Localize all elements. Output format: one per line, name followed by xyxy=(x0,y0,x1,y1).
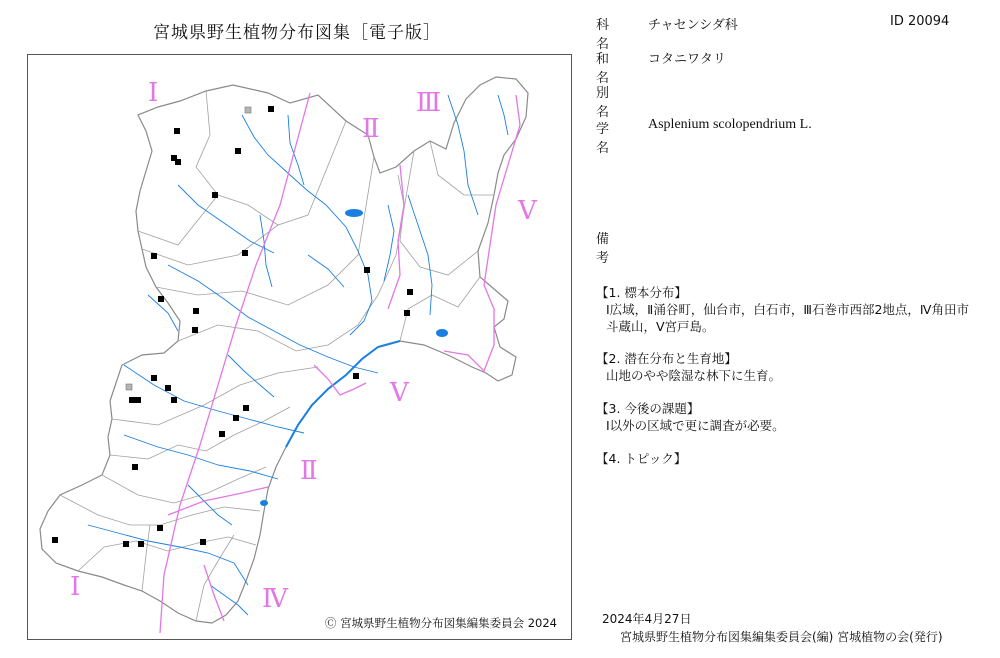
marker xyxy=(174,128,180,134)
marker xyxy=(243,405,249,411)
marker xyxy=(157,525,163,531)
section-body: Ⅰ広域，Ⅱ涌谷町，仙台市，白石市，Ⅲ石巻市西部2地点，Ⅳ角田市 斗蔵山，Ⅴ宮戸島。 xyxy=(606,302,969,334)
marker xyxy=(175,159,181,165)
lake xyxy=(345,209,363,217)
page-title: 宮城県野生植物分布図集［電子版］ xyxy=(153,23,441,43)
marker xyxy=(165,385,171,391)
section-heading: 【4. トピック】 xyxy=(596,451,687,466)
field-label-family: 科 名 xyxy=(596,18,622,52)
region-label: Ⅱ xyxy=(362,114,380,143)
marker xyxy=(242,250,248,256)
marker xyxy=(192,327,198,333)
prefecture-outline xyxy=(40,77,528,623)
publication-date: 2024年4月27日 xyxy=(602,612,692,626)
lake xyxy=(260,500,268,506)
distribution-map xyxy=(27,54,572,640)
section-body: Ⅰ以外の区域で更に調査が必要。 xyxy=(606,418,785,433)
field-label-scientific-name: 学 名 xyxy=(596,122,622,156)
region-label: Ⅰ xyxy=(148,78,159,107)
marker xyxy=(219,431,225,437)
region-label: Ⅰ xyxy=(70,572,81,601)
section-potential-habitat xyxy=(596,350,980,384)
miyagi-map-svg xyxy=(28,55,573,641)
marker xyxy=(193,308,199,314)
marker xyxy=(212,192,218,198)
marker xyxy=(135,397,141,403)
marker xyxy=(158,296,164,302)
marker xyxy=(151,375,157,381)
record-id: ID 20094 xyxy=(890,14,950,29)
section-specimen-distribution xyxy=(596,284,980,335)
marker xyxy=(132,464,138,470)
marker xyxy=(171,397,177,403)
marker xyxy=(123,541,129,547)
region-label: Ⅳ xyxy=(262,584,288,613)
field-label-japanese-name: 和 名 xyxy=(596,52,622,86)
region-label: Ⅴ xyxy=(390,378,409,407)
region-label: Ⅱ xyxy=(300,456,318,485)
marker xyxy=(353,373,359,379)
lake xyxy=(436,329,448,337)
section-topic xyxy=(596,450,980,467)
section-heading: 【1. 標本分布】 xyxy=(596,285,687,300)
field-value-scientific-name: Asplenium scolopendrium L. xyxy=(648,117,812,132)
section-heading: 【2. 潜在分布と生育地】 xyxy=(596,351,737,366)
field-value-family: チャセンシダ科 xyxy=(648,18,738,33)
marker xyxy=(138,541,144,547)
marker xyxy=(235,148,241,154)
marker-gray xyxy=(245,107,251,113)
map-copyright: Ⓒ 宮城県野生植物分布図集編集委員会 2024 xyxy=(324,616,557,630)
section-heading: 【3. 今後の課題】 xyxy=(596,401,700,416)
marker xyxy=(200,539,206,545)
marker xyxy=(129,397,135,403)
marker xyxy=(268,106,274,112)
field-label-remarks: 備 考 xyxy=(596,232,622,266)
marker xyxy=(407,289,413,295)
marker xyxy=(151,253,157,259)
region-label: Ⅲ xyxy=(416,88,442,117)
marker xyxy=(52,537,58,543)
marker xyxy=(233,415,239,421)
section-future-tasks xyxy=(596,400,980,434)
publisher: 宮城県野生植物分布図集編集委員会(編) 宮城植物の会(発行) xyxy=(620,630,943,644)
marker xyxy=(404,310,410,316)
field-value-japanese-name: コタニワタリ xyxy=(648,52,726,67)
marker-gray xyxy=(126,384,132,390)
marker xyxy=(364,267,370,273)
region-label: Ⅴ xyxy=(518,196,537,225)
section-body: 山地のやや陰湿な林下に生育。 xyxy=(606,368,782,383)
field-label-alias: 別 名 xyxy=(596,86,622,120)
